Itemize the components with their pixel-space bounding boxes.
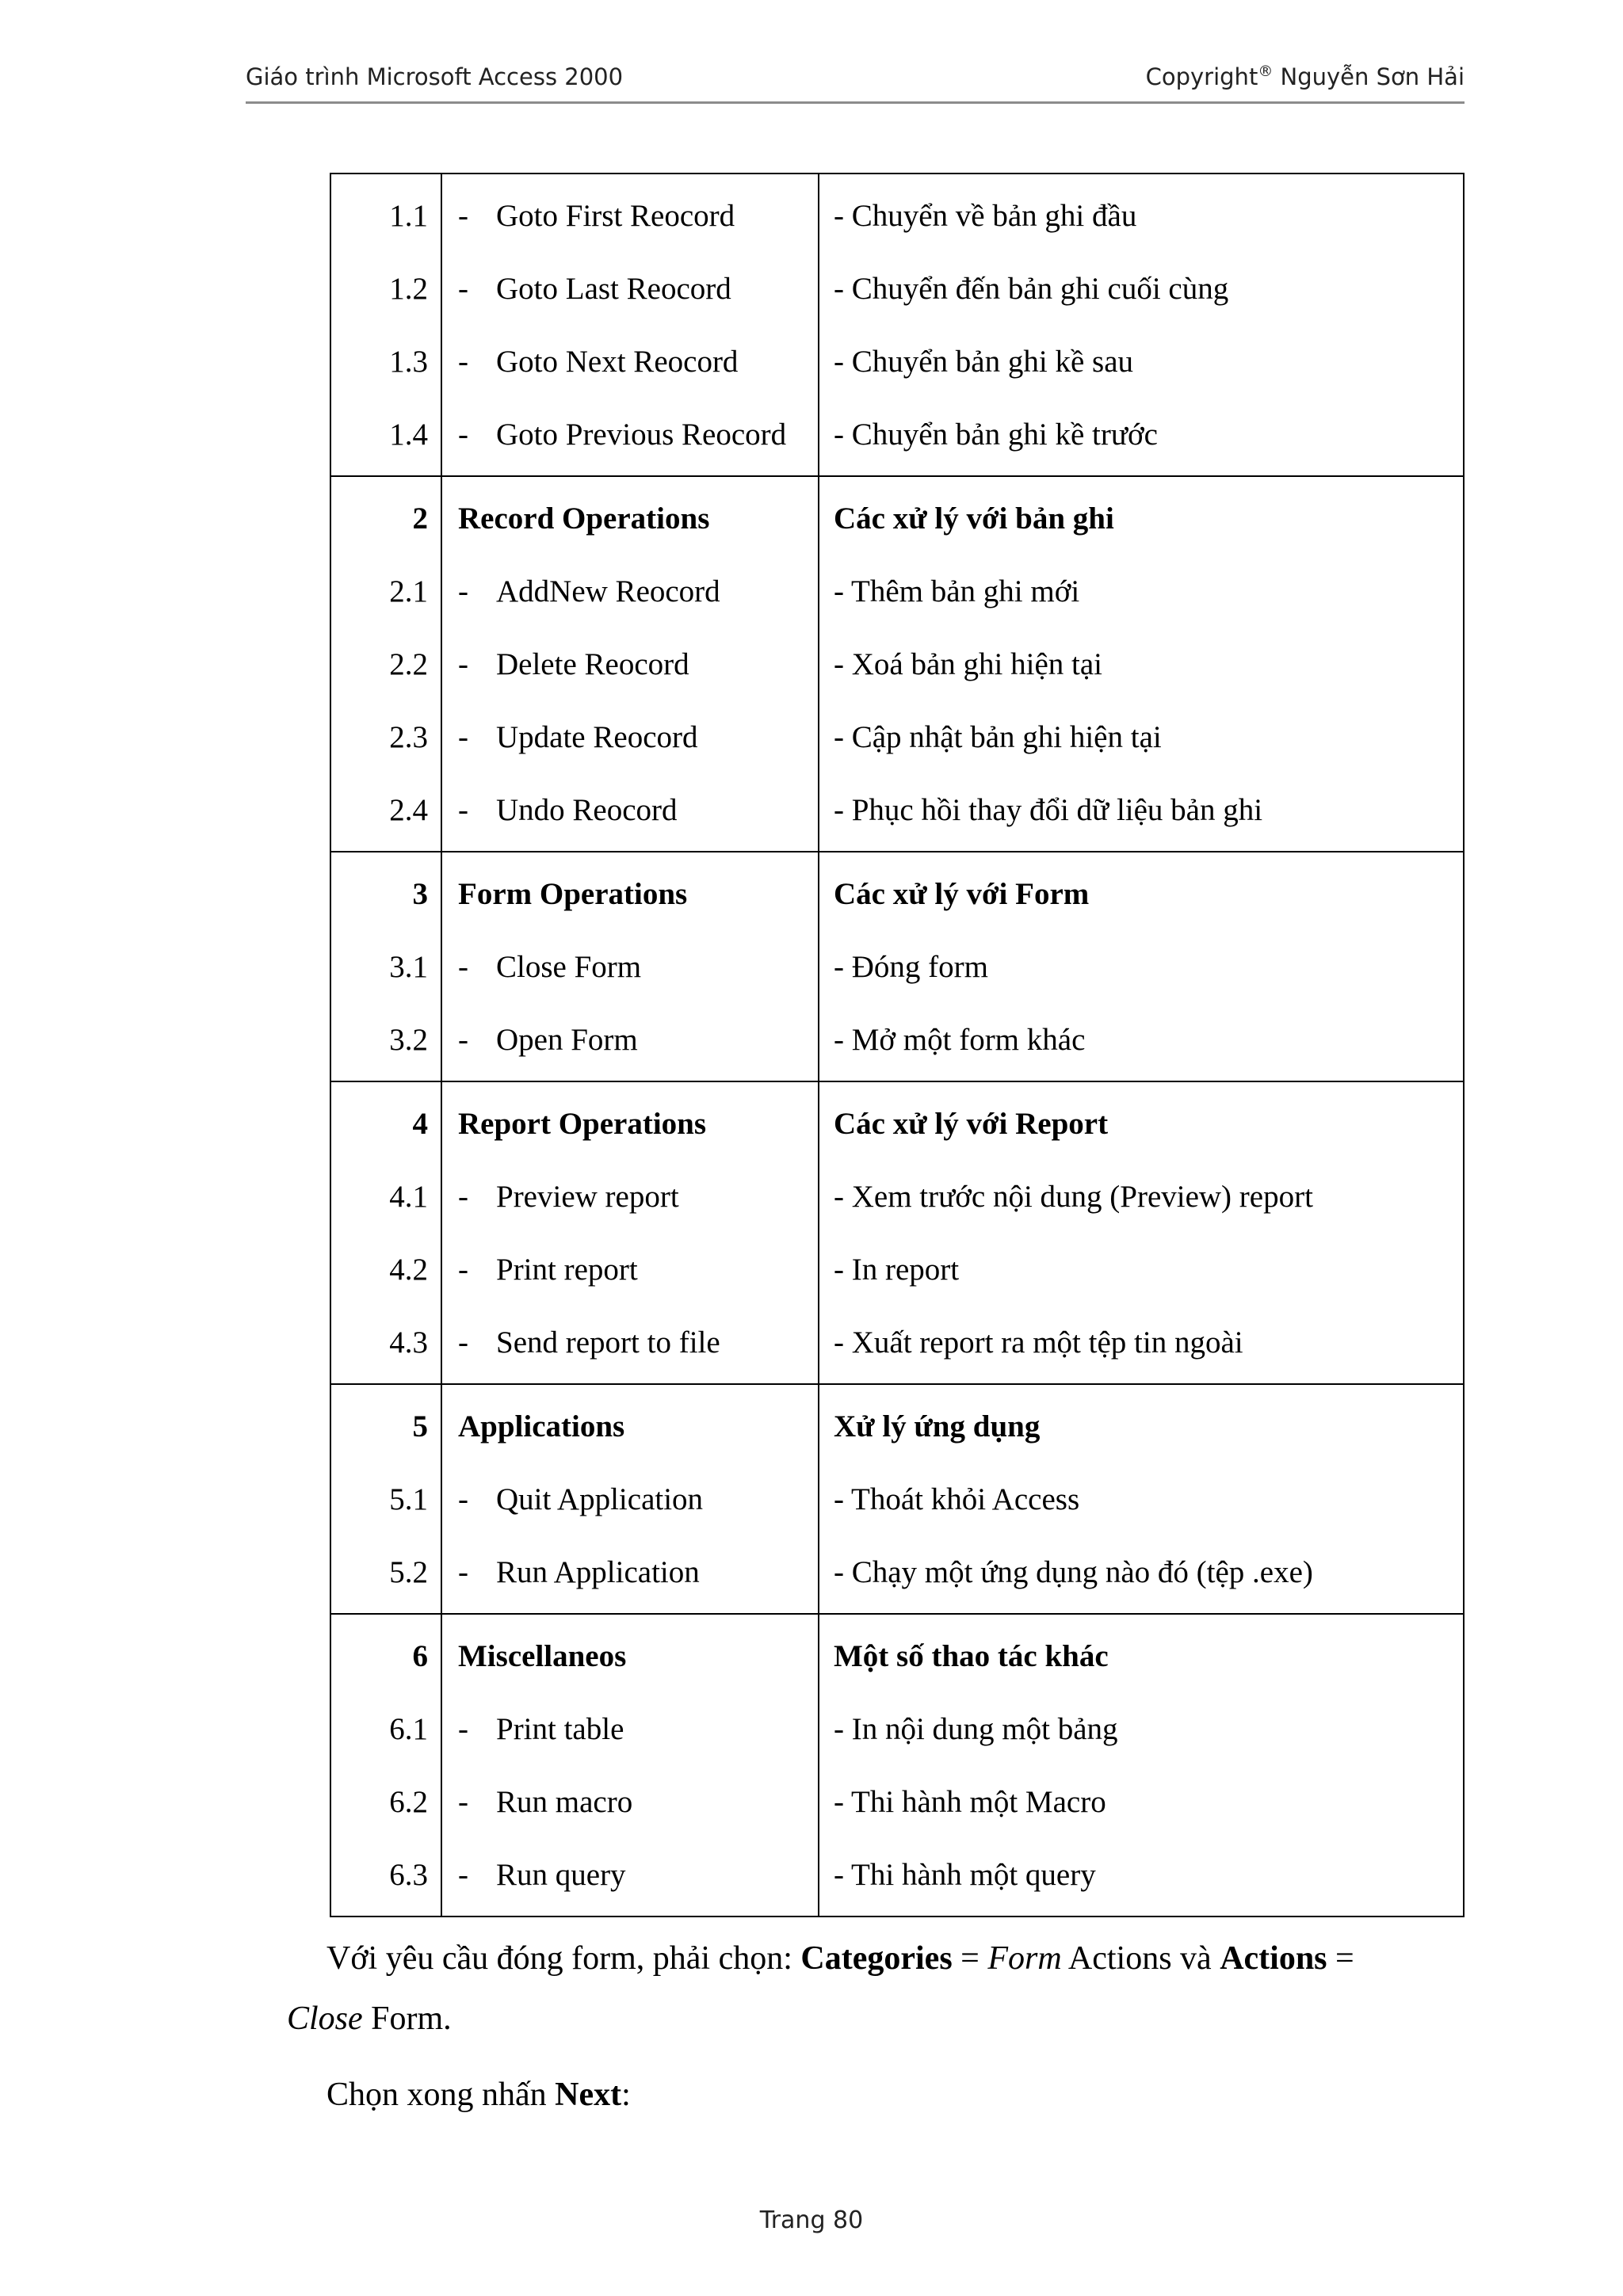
action-name: - Goto Previous Reocord: [458, 417, 787, 452]
item-number: 6: [412, 1638, 428, 1673]
author-name: Nguyễn Sơn Hải: [1280, 63, 1465, 90]
action-description: - Chuyển bản ghi kề trước: [834, 417, 1158, 452]
paragraph-next: Chọn xong nhấn Next:: [327, 2077, 631, 2113]
page-number: Trang 80: [759, 2206, 864, 2234]
table-group: [331, 179, 1463, 477]
table-row: [331, 1160, 1463, 1233]
action-description: - Chuyển bản ghi kề sau: [834, 344, 1134, 379]
action-description: - Xuất report ra một tệp tin ngoài: [834, 1325, 1243, 1360]
table-row: [331, 1463, 1463, 1535]
table-row: [331, 1306, 1463, 1379]
table-group-heading: [331, 482, 1463, 555]
action-name: - Open Form: [458, 1022, 638, 1057]
action-name: Form Operations: [458, 876, 688, 911]
table-row: [331, 325, 1463, 398]
item-number: 6.2: [389, 1784, 428, 1819]
action-description: Xử lý ứng dụng: [834, 1409, 1041, 1444]
column-divider-2: [818, 174, 819, 1916]
action-name: - Run macro: [458, 1784, 633, 1819]
action-name: Miscellaneos: [458, 1638, 627, 1673]
header-copyright: [1146, 63, 1465, 90]
action-description: - Phục hồi thay đổi dữ liệu bản ghi: [834, 792, 1263, 827]
action-description: Các xử lý với bản ghi: [834, 501, 1114, 536]
table-row: [331, 1765, 1463, 1838]
action-description: - Mở một form khác: [834, 1022, 1086, 1057]
table-row: [331, 1003, 1463, 1076]
action-description: - Chạy một ứng dụng nào đó (tệp .exe): [834, 1554, 1313, 1589]
action-name: - Goto First Reocord: [458, 198, 735, 233]
item-number: 2.3: [389, 719, 428, 754]
macro-action-table: [330, 173, 1465, 1917]
table-group-heading: [331, 1619, 1463, 1692]
item-number: 4: [412, 1106, 428, 1141]
action-name: - Run Application: [458, 1554, 700, 1589]
action-name: - Print report: [458, 1252, 638, 1287]
action-name: - Goto Next Reocord: [458, 344, 739, 379]
copyright-label: Copyright: [1145, 63, 1258, 90]
action-name: - Preview report: [458, 1179, 679, 1214]
item-number: 5.2: [389, 1554, 428, 1589]
table-row: [331, 555, 1463, 627]
action-name: - Run query: [458, 1857, 626, 1892]
table-row: [331, 700, 1463, 773]
action-name: - Close Form: [458, 949, 642, 984]
action-name: - Delete Reocord: [458, 646, 689, 681]
table-group-heading: [331, 1087, 1463, 1160]
action-name: Report Operations: [458, 1106, 707, 1141]
table-row: [331, 930, 1463, 1003]
table-group-heading: [331, 857, 1463, 930]
table-row: [331, 773, 1463, 846]
column-divider-1: [441, 174, 442, 1916]
action-description: - In nội dung một bảng: [834, 1711, 1118, 1746]
item-number: 1.2: [389, 271, 428, 306]
table-row: [331, 1535, 1463, 1608]
header-title: Giáo trình Microsoft Access 2000: [246, 63, 624, 90]
item-number: 4.3: [389, 1325, 428, 1360]
paragraph-close-form: Với yêu cầu đóng form, phải chọn: Categories = Form Actions và Actions =: [327, 1940, 1354, 1977]
action-description: Các xử lý với Form: [834, 876, 1090, 911]
item-number: 5: [412, 1409, 428, 1444]
action-description: - Cập nhật bản ghi hiện tại: [834, 719, 1162, 754]
item-number: 1.4: [389, 417, 428, 452]
action-name: Applications: [458, 1409, 625, 1444]
item-number: 5.1: [389, 1482, 428, 1516]
item-number: 6.1: [389, 1711, 428, 1746]
action-name: - Undo Reocord: [458, 792, 678, 827]
action-name: - Quit Application: [458, 1482, 704, 1516]
table-group: [331, 857, 1463, 1082]
action-name: - Goto Last Reocord: [458, 271, 731, 306]
item-number: 3.1: [389, 949, 428, 984]
action-name: - Print table: [458, 1711, 624, 1746]
table-group: [331, 482, 1463, 852]
item-number: 2.1: [389, 574, 428, 608]
item-number: 1.1: [389, 198, 428, 233]
item-number: 3: [412, 876, 428, 911]
table-group-heading: [331, 1390, 1463, 1463]
table-group: [331, 1619, 1463, 1911]
action-name: Record Operations: [458, 501, 710, 536]
table-row: [331, 179, 1463, 252]
action-description: - Chuyển về bản ghi đầu: [834, 198, 1137, 233]
table-row: [331, 1692, 1463, 1765]
action-description: - Chuyển đến bản ghi cuối cùng: [834, 271, 1229, 306]
action-description: Các xử lý với Report: [834, 1106, 1109, 1141]
table-group: [331, 1087, 1463, 1385]
registered-mark: ®: [1258, 63, 1274, 80]
page-header: [246, 63, 1465, 104]
table-row: [331, 252, 1463, 325]
paragraph-close-form-cont: Close Form.: [287, 2000, 452, 2037]
action-description: - Thêm bản ghi mới: [834, 574, 1080, 608]
action-description: - Thoát khỏi Access: [834, 1482, 1080, 1516]
action-description: - Xem trước nội dung (Preview) report: [834, 1179, 1313, 1214]
item-number: 6.3: [389, 1857, 428, 1892]
item-number: 2: [412, 501, 428, 536]
action-description: - Thi hành một Macro: [834, 1784, 1106, 1819]
table-row: [331, 1233, 1463, 1306]
action-name: - Send report to file: [458, 1325, 720, 1360]
action-description: - Xoá bản ghi hiện tại: [834, 646, 1102, 681]
action-description: - In report: [834, 1252, 960, 1287]
item-number: 4.2: [389, 1252, 428, 1287]
action-description: Một số thao tác khác: [834, 1638, 1109, 1673]
item-number: 2.2: [389, 646, 428, 681]
item-number: 4.1: [389, 1179, 428, 1214]
item-number: 1.3: [389, 344, 428, 379]
action-description: - Thi hành một query: [834, 1857, 1096, 1892]
table-row: [331, 398, 1463, 471]
table-row: [331, 627, 1463, 700]
action-name: - AddNew Reocord: [458, 574, 720, 608]
action-name: - Update Reocord: [458, 719, 698, 754]
item-number: 3.2: [389, 1022, 428, 1057]
table-group: [331, 1390, 1463, 1615]
action-description: - Đóng form: [834, 949, 988, 984]
item-number: 2.4: [389, 792, 428, 827]
table-row: [331, 1838, 1463, 1911]
